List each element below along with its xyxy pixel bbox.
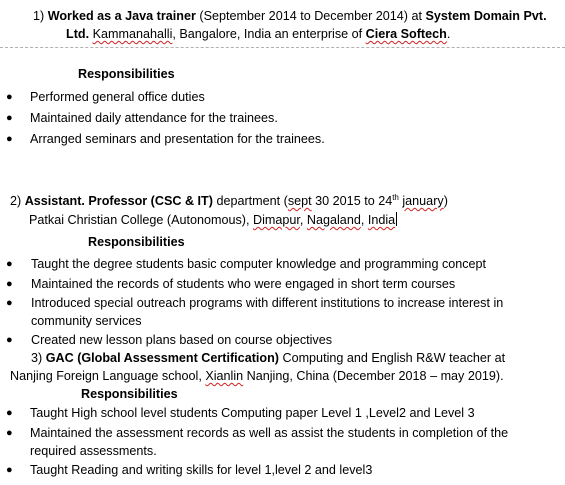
job2-line2 xyxy=(29,212,397,229)
job2-resp-heading-text: Responsibilities xyxy=(88,235,185,249)
job2-dept: department ( xyxy=(212,194,288,208)
job3-rest: Computing and English R&W teacher at xyxy=(278,351,506,365)
job2-sept: sept xyxy=(287,194,312,208)
bullet-icon: ● xyxy=(6,91,13,103)
list-item: Maintained the records of students who were engaged in short term courses xyxy=(31,277,456,291)
text-cursor xyxy=(396,212,397,226)
job3-school: Nanjing Foreign Language school, xyxy=(10,369,206,383)
job1-org-cont: Ltd. xyxy=(66,27,90,41)
job3-number: 3) xyxy=(31,351,43,365)
job2-college: Patkai Christian College (Autonomous), xyxy=(29,213,253,227)
list-item: Created new lesson plans based on course objectives xyxy=(31,333,333,347)
job2-number: 2) xyxy=(10,194,22,208)
list-item-cont: required assessments. xyxy=(30,444,157,458)
list-item: Taught Reading and writing skills for level 1,level 2 and level3 xyxy=(30,463,373,477)
list-item: Taught High school level students Computing paper Level 1 ,Level2 and Level 3 xyxy=(30,406,475,420)
job1-title: Worked as a Java trainer xyxy=(47,9,196,23)
job2-nagaland: Nagaland xyxy=(306,213,361,227)
job1-parent-company: Ciera Softech xyxy=(365,27,447,41)
bullet-icon: ● xyxy=(6,258,13,270)
job3-resp-heading xyxy=(81,386,178,403)
job1-resp-heading xyxy=(78,66,175,83)
section-divider xyxy=(0,47,565,48)
job2-january: january xyxy=(402,194,444,208)
list-item: Introduced special outreach programs with different institutions to increase interest in xyxy=(31,296,504,310)
list-item-cont: community services xyxy=(31,314,142,328)
job1-period: . xyxy=(446,27,451,41)
job3-title: GAC (Global Assessment Certification) xyxy=(45,351,279,365)
bullet-icon: ● xyxy=(6,464,13,476)
job2-dimapur: Dimapur xyxy=(253,213,300,227)
job1-org: System Domain Pvt. xyxy=(425,9,547,23)
job1-place: Kammanahalli xyxy=(92,27,173,41)
job3-xianlin: Xianlin xyxy=(205,369,244,383)
job3-line2 xyxy=(10,368,504,385)
job1-line2 xyxy=(66,26,450,43)
job1-line1 xyxy=(33,8,547,25)
job2-title: Assistant. Professor (CSC & IT) xyxy=(24,194,213,208)
job2-comma2: , xyxy=(360,213,368,227)
job1-resp-heading-text: Responsibilities xyxy=(78,67,175,81)
list-item: Taught the degree students basic computer knowledge and programming concept xyxy=(31,257,487,271)
job2-sup: th xyxy=(392,193,399,202)
bullet-icon: ● xyxy=(6,297,13,309)
job3-line1 xyxy=(31,350,505,367)
job2-close: ) xyxy=(443,194,448,208)
job1-place-rest: , Bangalore, India an enterprise of xyxy=(172,27,366,41)
job2-india: India xyxy=(367,213,396,227)
job1-number: 1) xyxy=(33,9,45,23)
bullet-icon: ● xyxy=(6,407,13,419)
job3-resp-heading-text: Responsibilities xyxy=(81,387,178,401)
job2-resp-heading xyxy=(88,234,185,251)
job2-line1 xyxy=(10,193,448,210)
job3-location-dates: Nanjing, China (December 2018 – may 2019). xyxy=(243,369,504,383)
job1-dates: (September 2014 to December 2014) at xyxy=(195,9,426,23)
list-item: Maintained the assessment records as well as assist the students in completion of the xyxy=(30,426,509,440)
bullet-icon: ● xyxy=(6,427,13,439)
bullet-icon: ● xyxy=(6,112,13,124)
list-item: Maintained daily attendance for the trainees. xyxy=(30,111,278,125)
bullet-icon: ● xyxy=(6,133,13,145)
list-item: Performed general office duties xyxy=(30,90,205,104)
bullet-icon: ● xyxy=(6,278,13,290)
job2-dates: 30 2015 to 24 xyxy=(311,194,393,208)
job2-comma1: , xyxy=(299,213,307,227)
bullet-icon: ● xyxy=(6,334,13,346)
list-item: Arranged seminars and presentation for the trainees. xyxy=(30,132,325,146)
